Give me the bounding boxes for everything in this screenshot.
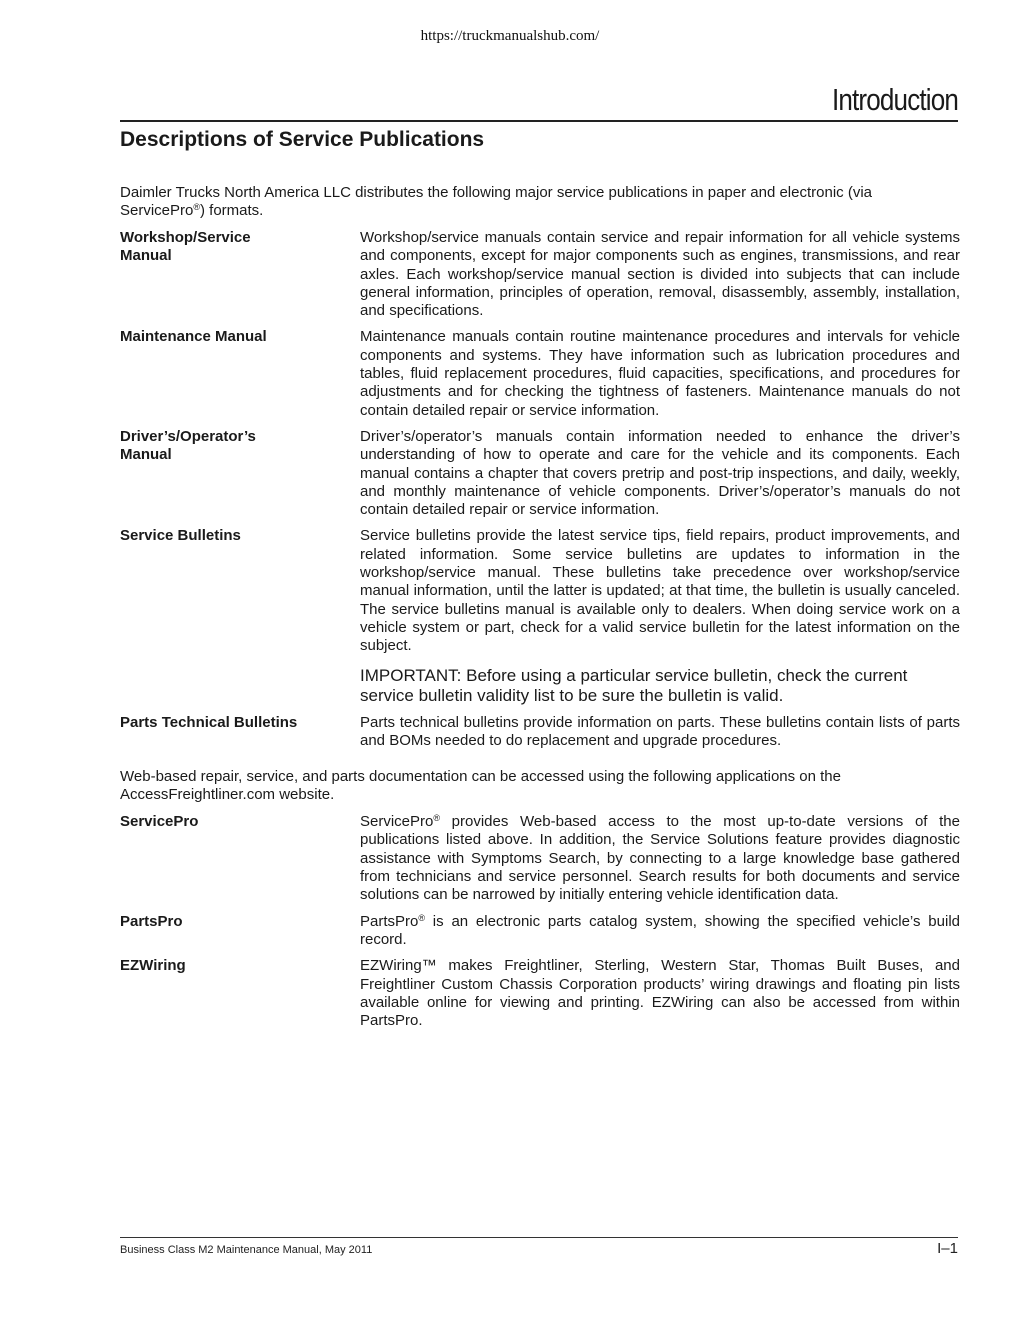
application-ezwiring xyxy=(120,957,960,1030)
application-name: ServicePro xyxy=(360,813,434,831)
important-notice: IMPORTANT: Before using a particular service bulletin, check the current service bulletin validity list to be sure the bulletin is valid. xyxy=(360,665,908,705)
application-name: EZWiring xyxy=(360,957,422,975)
trademark-mark: ™ xyxy=(421,957,437,975)
page-content xyxy=(120,126,960,1038)
intro-text-start: Daimler Trucks North America LLC distributes the following major service publications in paper and electronic (via ServicePro xyxy=(120,184,872,219)
registered-mark: ® xyxy=(433,813,440,824)
publication-term: Parts Technical Bulletins xyxy=(120,713,298,731)
publication-maintenance xyxy=(120,328,960,419)
page-heading: Descriptions of Service Publications xyxy=(120,128,485,151)
publication-drivers xyxy=(120,428,960,519)
application-term: PartsPro xyxy=(120,912,183,930)
application-term: EZWiring xyxy=(120,957,186,975)
intro-text-end: ) formats. xyxy=(200,202,264,219)
title-divider xyxy=(120,120,958,122)
footer-manual-title: Business Class M2 Maintenance Manual, May 2011 xyxy=(120,1244,373,1256)
application-definition xyxy=(360,913,960,950)
footer-divider xyxy=(120,1237,958,1238)
application-partspro xyxy=(120,913,960,950)
publication-workshop xyxy=(120,229,960,320)
application-description: is an electronic parts catalog system, showing the specified vehicle’s build record. xyxy=(360,912,960,948)
publication-definition: Maintenance manuals contain routine maintenance procedures and intervals for vehicle components and systems. They have information such as lubrication procedures and tables, fluid replacement procedures, fluid capacities, specifications, and procedures for adjustments and for checking the tightness of fasteners. Maintenance manuals do not contain detailed repair or service information. xyxy=(360,328,960,419)
publication-definition: Driver’s/operator’s manuals contain information needed to enhance the driver’s understanding of how to operate and care for the vehicle and its components. Each manual contains a chapter that covers pretrip and post-trip inspections, and daily, weekly, and monthly maintenance of vehicle components. Driver’s/operator’s manuals do not contain detailed repair or service information. xyxy=(360,427,960,519)
web-intro-paragraph: Web-based repair, service, and parts documentation can be accessed using the following applications on the AccessFreightliner.com website. xyxy=(120,768,841,804)
publication-term: Maintenance Manual xyxy=(120,328,267,346)
publication-term: Service Bulletins xyxy=(120,527,241,545)
registered-mark: ® xyxy=(193,202,200,212)
publication-term: Workshop/Service Manual xyxy=(120,229,251,264)
publication-term: Driver’s/Operator’s Manual xyxy=(120,427,256,463)
application-definition xyxy=(360,957,960,1030)
intro-paragraph xyxy=(120,184,960,220)
footer-page-number: I–1 xyxy=(937,1240,958,1257)
section-title: Introduction xyxy=(832,82,958,117)
application-definition xyxy=(360,813,960,904)
publication-parts-technical xyxy=(120,714,960,751)
application-description: makes Freightliner, Sterling, Western Star, Thomas Built Buses, and Freightliner Custom Chassis Corporation products’ wiring drawings and floating pin lists available online for viewing and printing. EZWiring can also be accessed from within PartsPro. xyxy=(360,957,960,1030)
publication-definition: Parts technical bulletins provide information on parts. These bulletins contain lists of parts and BOMs needed to do replacement and upgrade procedures. xyxy=(360,713,960,749)
publication-service-bulletins xyxy=(120,527,960,705)
registered-mark: ® xyxy=(418,912,425,923)
source-url: https://truckmanualshub.com/ xyxy=(420,28,600,44)
publication-definition-group xyxy=(360,527,960,705)
publication-definition: Workshop/service manuals contain service and repair information for all vehicle systems and components, except for major components such as engines, transmissions, and rear axles. Each workshop/service manual section is divided into subjects that can include general information, principles of operation, removal, disassembly, assembly, installation, and specifications. xyxy=(360,229,960,320)
application-servicepro xyxy=(120,813,960,904)
publication-definition: Service bulletins provide the latest service tips, field repairs, product improvements, and related information. Some service bulletins are updates to information in the workshop/service manual. These bulletins take precedence over workshop/service manual information, until the latter is updated; at that time, the bulletin is usually canceled. The service bulletins manual is available only to dealers. When doing service work on a vehicle system or part, check for a valid service bulletin for the latest information on the subject. xyxy=(360,527,960,655)
application-name: PartsPro xyxy=(360,912,419,930)
application-term: ServicePro xyxy=(120,813,199,831)
application-description: provides Web-based access to the most up-to-date versions of the publications listed above. In addition, the Service Solutions feature provides diagnostic assistance with Symptoms Search, by connecting to a large knowledge base gathered from technicians and service personnel. Search results for both documents and service solutions can be narrowed by initially entering vehicle identification data. xyxy=(360,813,960,904)
